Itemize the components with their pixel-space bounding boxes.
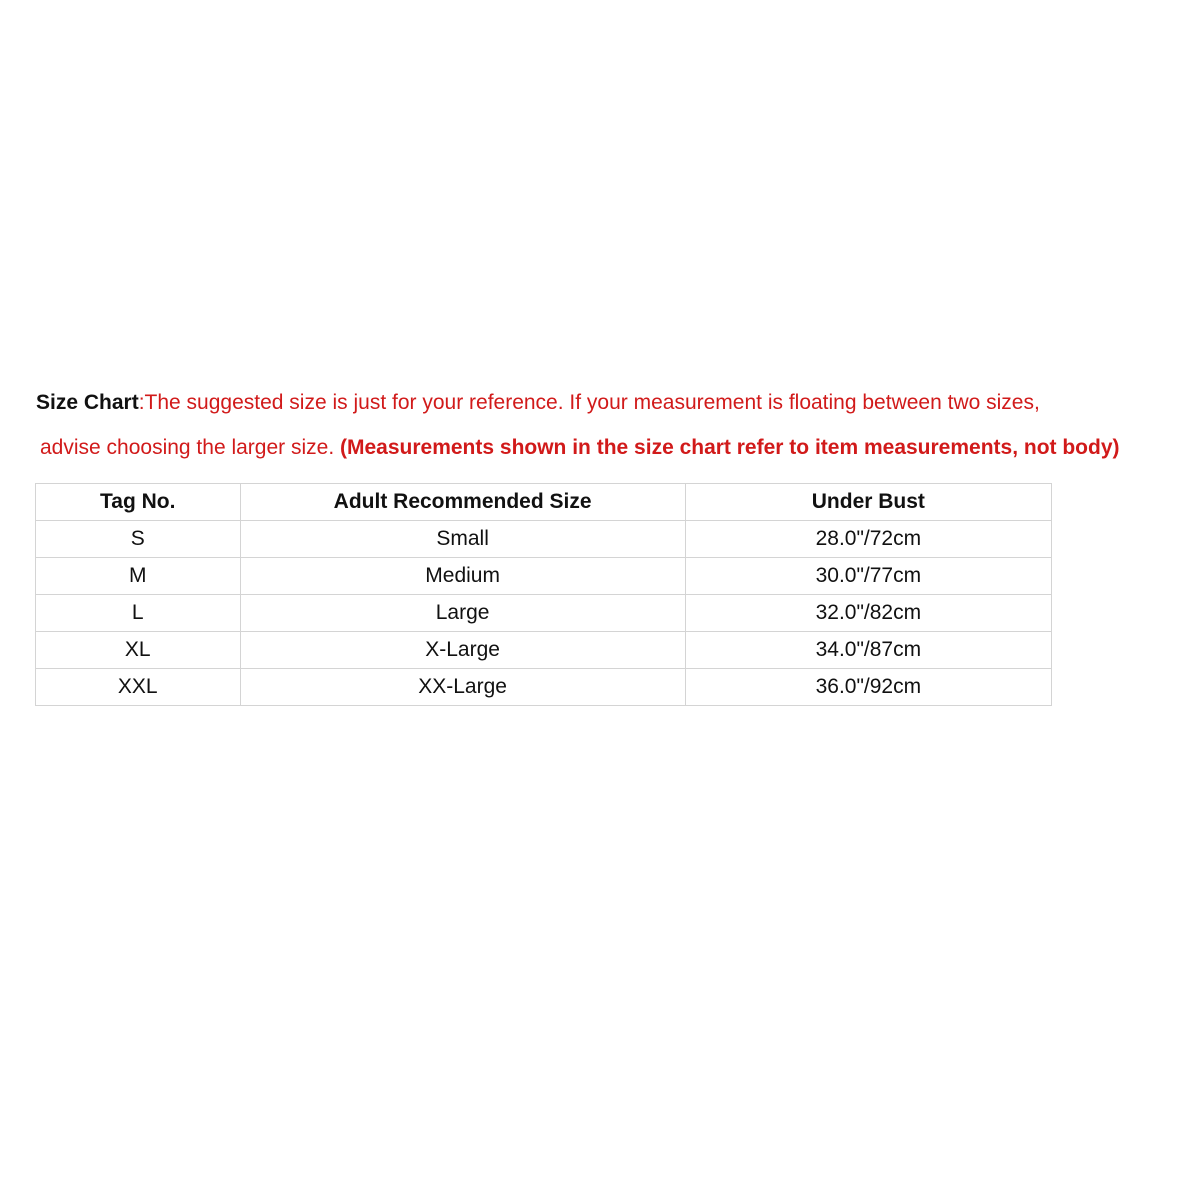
table-row — [36, 632, 1052, 669]
table-row — [36, 521, 1052, 558]
table-row — [36, 558, 1052, 595]
cell-under-bust: 32.0"/82cm — [685, 595, 1051, 632]
cell-under-bust: 30.0"/77cm — [685, 558, 1051, 595]
cell-under-bust: 34.0"/87cm — [685, 632, 1051, 669]
advice-note: advise choosing the larger size. — [40, 436, 340, 459]
header-tag-no: Tag No. — [36, 484, 241, 521]
cell-tag: XL — [36, 632, 241, 669]
cell-under-bust: 28.0"/72cm — [685, 521, 1051, 558]
cell-tag: XXL — [36, 669, 241, 706]
header-under-bust: Under Bust — [685, 484, 1051, 521]
cell-tag: M — [36, 558, 241, 595]
intro-line-2 — [36, 433, 1176, 463]
table-row — [36, 595, 1052, 632]
intro-line-1 — [36, 388, 1176, 418]
cell-size: Medium — [240, 558, 685, 595]
header-recommended-size: Adult Recommended Size — [240, 484, 685, 521]
size-table — [35, 483, 1052, 706]
cell-tag: L — [36, 595, 241, 632]
cell-size: Small — [240, 521, 685, 558]
cell-size: X-Large — [240, 632, 685, 669]
measurement-disclaimer: (Measurements shown in the size chart refer to item measurements, not body) — [340, 436, 1120, 459]
table-header-row — [36, 484, 1052, 521]
cell-tag: S — [36, 521, 241, 558]
cell-under-bust: 36.0"/92cm — [685, 669, 1051, 706]
size-chart-label: Size Chart — [36, 391, 139, 414]
cell-size: XX-Large — [240, 669, 685, 706]
reference-note: :The suggested size is just for your reference. If your measurement is floating between two sizes, — [138, 391, 1040, 414]
table-row — [36, 669, 1052, 706]
size-chart-intro — [36, 388, 1176, 463]
cell-size: Large — [240, 595, 685, 632]
